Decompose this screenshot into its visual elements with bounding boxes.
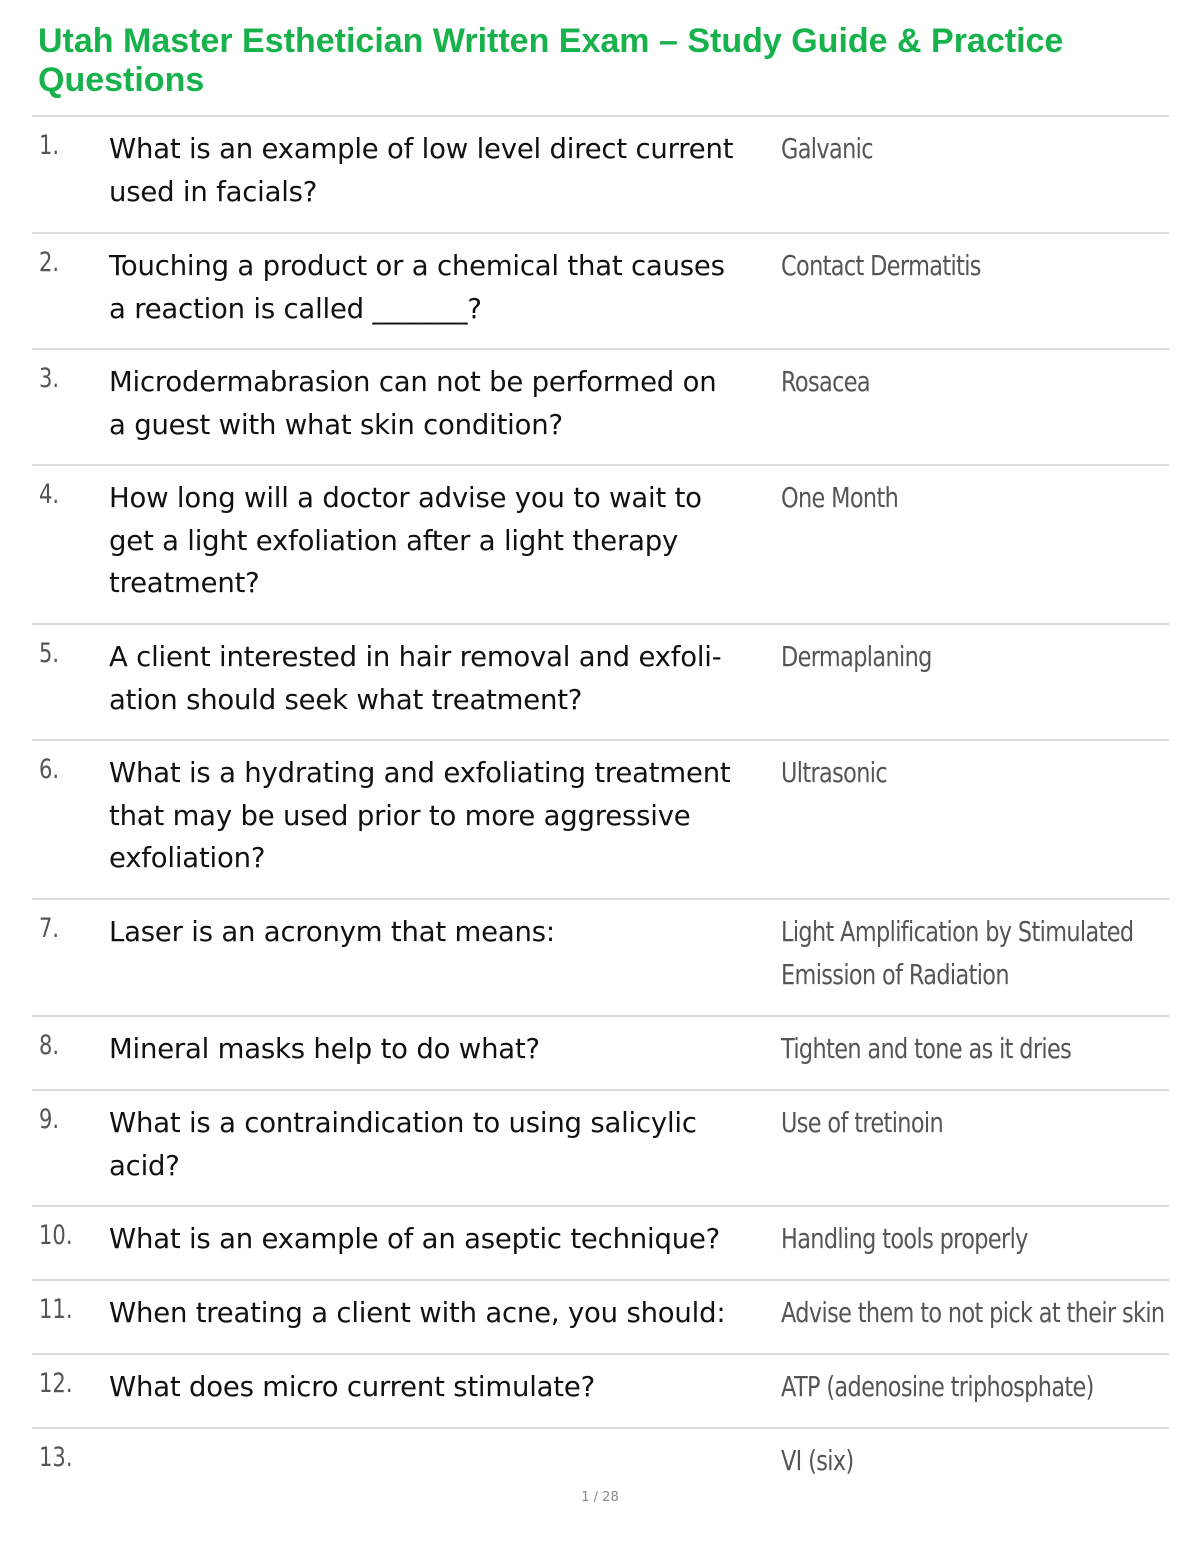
answer-text: Use of tretinoin (781, 1106, 944, 1139)
question-number: 5. (39, 638, 60, 669)
question-text: What is a hydrating and exfoliating treatment that may be used prior to more aggressive exfoliation? (109, 757, 731, 874)
question-row (32, 1207, 1169, 1281)
question-row (32, 741, 1169, 900)
question-number: 11. (39, 1294, 73, 1325)
answer-text: Rosacea (781, 365, 871, 398)
question-row (32, 1017, 1169, 1091)
document-title: Utah Master Esthetician Written Exam – Study Guide & Practice Questions (38, 22, 1064, 99)
question-list (32, 115, 1169, 1489)
question-row (32, 1281, 1169, 1355)
question-row (32, 1429, 1169, 1489)
question-row (32, 900, 1169, 1017)
answer-text: ATP (adenosine triphosphate) (781, 1370, 1094, 1403)
question-text: Laser is an acronym that means: (109, 916, 555, 948)
answer-text: Galvanic (781, 132, 873, 165)
question-number: 6. (39, 754, 60, 785)
question-text: Touching a product or a chemical that causes a reaction is called _______? (109, 250, 725, 325)
answer-text: One Month (781, 481, 899, 514)
question-row (32, 625, 1169, 741)
question-number: 10. (39, 1220, 73, 1251)
question-row (32, 1091, 1169, 1207)
page-indicator: 1 / 28 (581, 1490, 619, 1505)
question-text: A client interested in hair removal and exfoli- ation should seek what treatment? (109, 641, 722, 716)
question-text: What is an example of low level direct current used in facials? (109, 133, 734, 208)
question-row (32, 234, 1169, 350)
answer-text: Advise them to not pick at their skin (781, 1296, 1165, 1329)
answer-text: Ultrasonic (781, 756, 888, 789)
answer-text: Tighten and tone as it dries (781, 1032, 1072, 1065)
answer-text: VI (six) (781, 1444, 854, 1477)
answer-text: Light Amplification by Stimulated Emission of Radiation (781, 915, 1134, 991)
question-number: 7. (39, 913, 60, 944)
question-text: What is a contraindication to using salicylic acid? (109, 1107, 697, 1182)
question-row (32, 117, 1169, 234)
question-number: 1. (39, 130, 60, 161)
question-row (32, 350, 1169, 466)
answer-text: Dermaplaning (781, 640, 932, 673)
question-text: What does micro current stimulate? (109, 1371, 595, 1403)
question-number: 13. (39, 1442, 73, 1473)
question-text: When treating a client with acne, you should: (109, 1297, 726, 1329)
question-text: Microdermabrasion can not be performed on a guest with what skin condition? (109, 366, 717, 441)
question-row (32, 466, 1169, 625)
answer-text: Handling tools properly (781, 1222, 1028, 1255)
question-number: 8. (39, 1030, 60, 1061)
question-number: 12. (39, 1368, 73, 1399)
question-number: 2. (39, 247, 60, 278)
question-text: How long will a doctor advise you to wait to get a light exfoliation after a light therapy treatment? (109, 482, 702, 599)
question-number: 9. (39, 1104, 60, 1135)
question-number: 4. (39, 479, 60, 510)
question-text: What is an example of an aseptic technique? (109, 1223, 721, 1255)
question-number: 3. (39, 363, 60, 394)
question-row (32, 1355, 1169, 1429)
question-text: Mineral masks help to do what? (109, 1033, 540, 1065)
answer-text: Contact Dermatitis (781, 249, 981, 282)
